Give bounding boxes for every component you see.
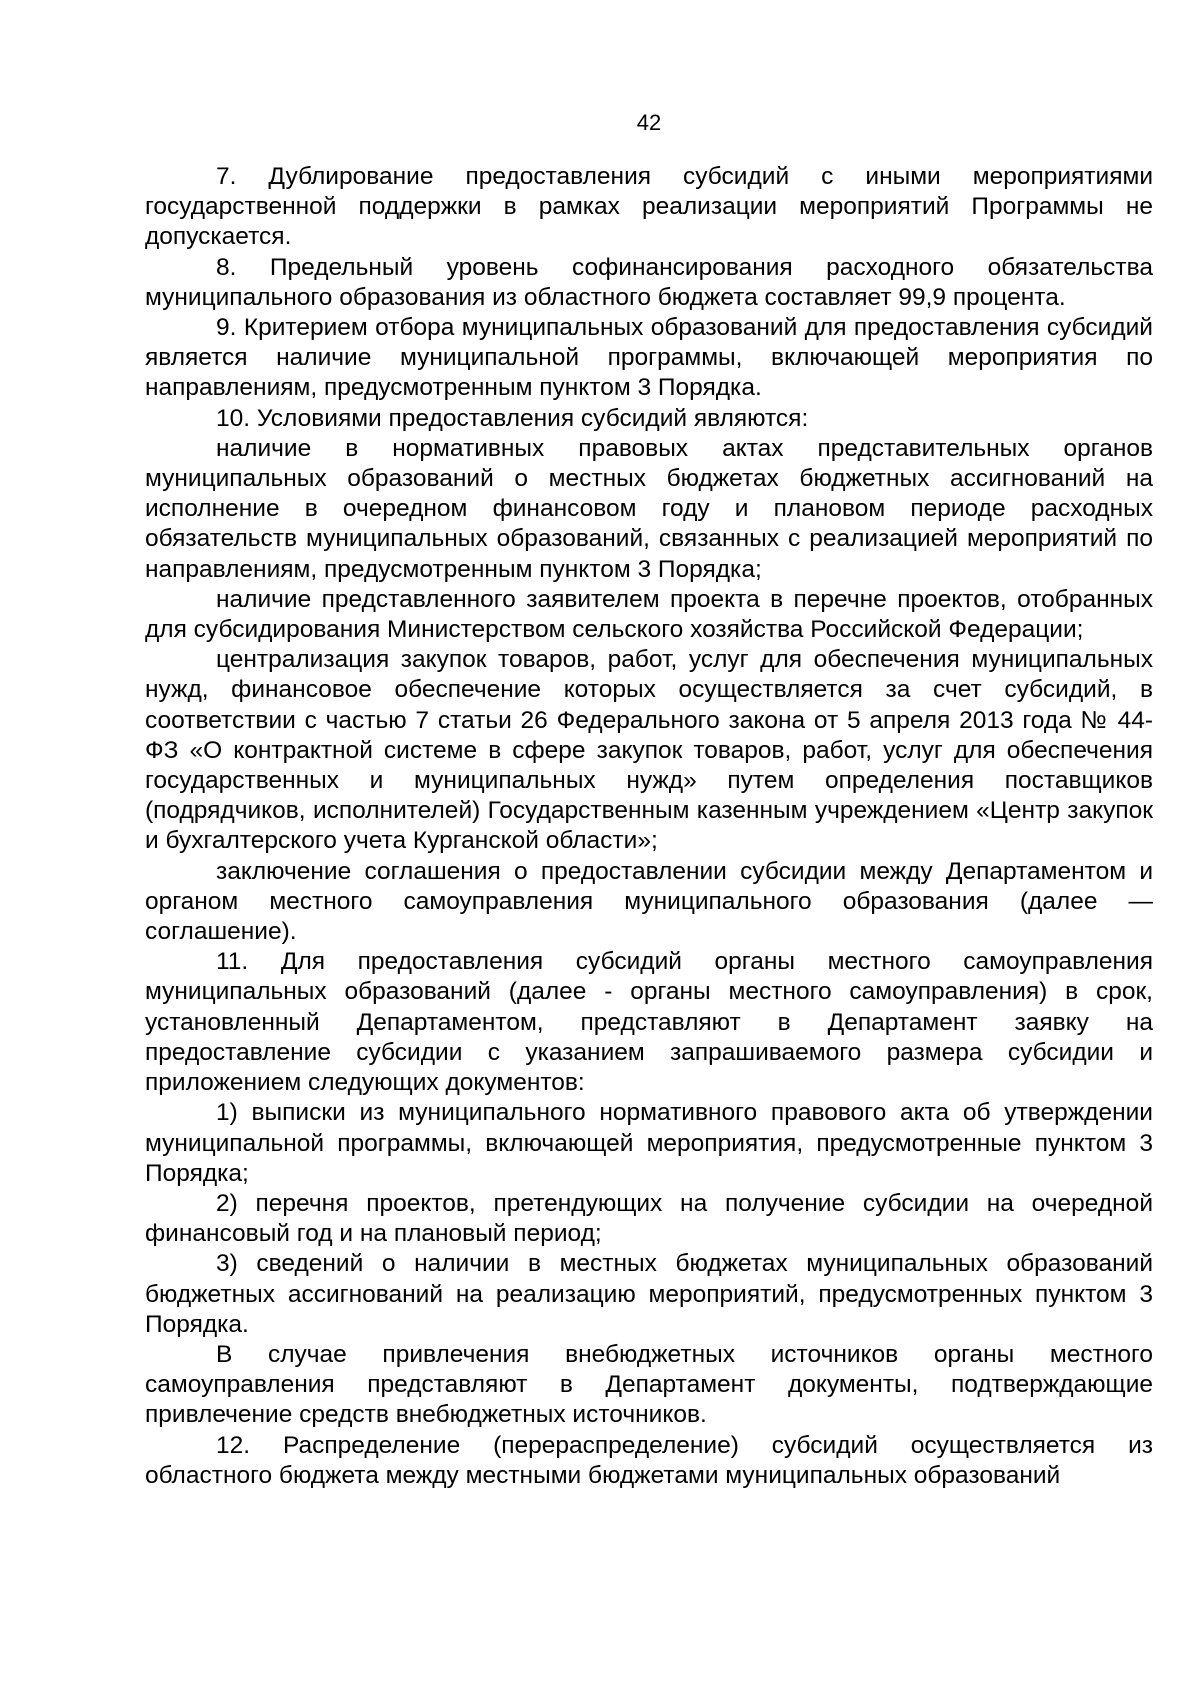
document-list-item-1: 1) выписки из муниципального нормативного правового акта об утверждении муниципальной программы, включающей мероприятия, предусмотренные пунктом 3 Порядка;	[145, 1099, 1153, 1187]
document-list-item-2: 2) перечня проектов, претендующих на получение субсидии на очередной финансовый год и на плановый период;	[145, 1189, 1153, 1248]
condition-agreement: заключение соглашения о предоставлении субсидии между Департаментом и органом местного самоуправления муниципального образования (далее — соглашение).	[145, 857, 1153, 946]
condition-project-in-list: наличие представленного заявителем проекта в перечне проектов, отобранных для субсидирования Министерством сельского хозяйства Российской Федерации;	[145, 585, 1153, 644]
condition-centralized-procurement: централизация закупок товаров, работ, услуг для обеспечения муниципальных нужд, финансовое обеспечение которых осуществляется за счет субсидий, в соответствии с частью 7 статьи 26 Федерального закона от 5 апреля 2013 года № 44-ФЗ «О контрактной системе в сфере закупок товаров, работ, услуг для обеспечения государственных и муниципальных нужд» путем определения поставщиков (подрядчиков, исполнителей) Государственным казенным учреждением «Центр закупок и бухгалтерского учета Курганской области»;	[145, 646, 1153, 855]
condition-budget-allocations: наличие в нормативных правовых актах представительных органов муниципальных образований о местных бюджетах бюджетных ассигнований на исполнение в очередном финансовом году и плановом периоде расходных обязательств муниципальных образований, связанных с реализацией мероприятий по направлениям, предусмотренным пунктом 3 Порядка;	[145, 434, 1153, 583]
document-list-item-3: 3) сведений о наличии в местных бюджетах муниципальных образований бюджетных ассигнований на реализацию мероприятий, предусмотренных пунктом 3 Порядка.	[145, 1250, 1153, 1338]
extrabudgetary-sources-note: В случае привлечения внебюджетных источников органы местного самоуправления представляют в Департамент документы, подтверждающие привлечение средств внебюджетных источников.	[145, 1340, 1153, 1429]
paragraph-item-7: 7. Дублирование предоставления субсидий с иными мероприятиями государственной поддержки в рамках реализации мероприятий Программы не допускается.	[145, 163, 1153, 251]
paragraph-item-11: 11. Для предоставления субсидий органы местного самоуправления муниципальных образований (далее - органы местного самоуправления) в срок, установленный Департаментом, представляют в Департамент заявку на предоставление субсидии с указанием запрашиваемого размера субсидии и приложением следующих документов:	[145, 948, 1153, 1097]
paragraph-item-10: 10. Условиями предоставления субсидий являются:	[216, 404, 809, 432]
document-page	[145, 108, 1153, 1491]
paragraph-item-9: 9. Критерием отбора муниципальных образований для предоставления субсидий является наличие муниципальной программы, включающей мероприятия по направлениям, предусмотренным пунктом 3 Порядка.	[145, 314, 1153, 402]
paragraph-item-8: 8. Предельный уровень софинансирования расходного обязательства муниципального образования из областного бюджета составляет 99,9 процента.	[145, 253, 1153, 311]
page-number: 42	[636, 110, 662, 135]
paragraph-item-12: 12. Распределение (перераспределение) субсидий осуществляется из областного бюджета между местными бюджетами муниципальных образований	[145, 1431, 1153, 1489]
